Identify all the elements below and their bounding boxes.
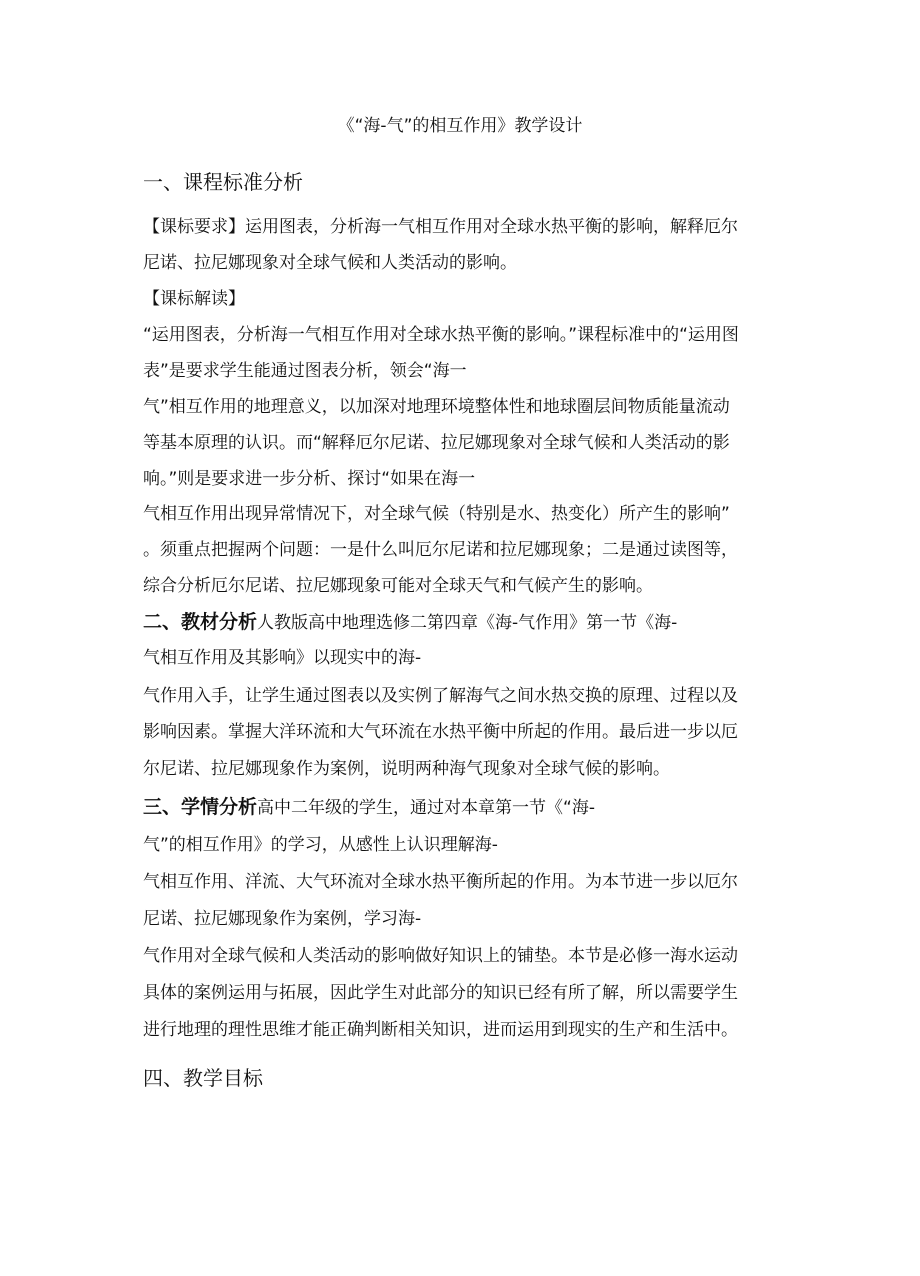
paragraph-line: 表”是要求学生能通过图表分析，领会“海一 [143, 361, 467, 381]
paragraph-line: 尼诺、拉尼娜现象对全球气候和人类活动的影响。 [143, 253, 517, 273]
paragraph-line: 气作用入手，让学生通过图表以及实例了解海气之间水热交换的原理、过程以及 [143, 686, 738, 706]
paragraph-line: 综合分析厄尔尼诺、拉尼娜现象可能对全球天气和气候产生的影响。 [143, 576, 653, 596]
paragraph-line: 尼诺、拉尼娜现象作为案例，学习海- [143, 909, 422, 929]
section-heading-curriculum-standard: 一、课程标准分析 [143, 170, 303, 194]
paragraph-line: 气相互作用出现异常情况下，对全球气候（特别是水、热变化）所产生的影响” [143, 504, 730, 524]
section3-first-line [143, 795, 793, 820]
paragraph-line: 气相互作用及其影响》以现实中的海- [143, 648, 422, 668]
paragraph-line: “运用图表，分析海一气相互作用对全球水热平衡的影响。”课程标准中的“运用图 [143, 325, 739, 345]
section2-first-line [143, 610, 793, 635]
paragraph-line: 气”的相互作用》的学习，从感性上认识理解海- [143, 835, 498, 855]
paragraph-line: 。须重点把握两个问题：一是什么叫厄尔尼诺和拉尼娜现象；二是通过读图等， [143, 540, 738, 560]
paragraph-label: 【课标解读】 [143, 289, 245, 309]
paragraph-line: 气”相互作用的地理意义，以加深对地理环境整体性和地球圈层间物质能量流动 [143, 397, 730, 417]
section-heading-learner-analysis: 三、学情分析 [143, 796, 258, 818]
paragraph-line: 【课标要求】运用图表，分析海一气相互作用对全球水热平衡的影响，解释厄尔 [143, 217, 738, 237]
paragraph-line: 尔尼诺、拉尼娜现象作为案例，说明两种海气现象对全球气候的影响。 [143, 759, 670, 779]
paragraph-line: 气作用对全球气候和人类活动的影响做好知识上的铺垫。本节是必修一海水运动 [143, 946, 738, 966]
paragraph-text: 人教版高中地理选修二第四章《海-气作用》第一节《海- [257, 613, 678, 633]
paragraph-line: 等基本原理的认识。而“解释厄尔尼诺、拉尼娜现象对全球气候和人类活动的影 [143, 433, 730, 453]
paragraph-text: 高中二年级的学生，通过对本章第一节《“海- [257, 798, 595, 818]
section-heading-teaching-objectives: 四、教学目标 [143, 1066, 263, 1090]
paragraph-line: 气相互作用、洋流、大气环流对全球水热平衡所起的作用。为本节进一步以厄尔 [143, 872, 738, 892]
paragraph-line: 响。”则是要求进一步分析、探讨“如果在海一 [143, 469, 476, 489]
document-title: 《“海-气”的相互作用》教学设计 [337, 116, 583, 136]
paragraph-line: 影响因素。掌握大洋环流和大气环流在水热平衡中所起的作用。最后进一步以厄 [143, 722, 738, 742]
section-heading-textbook-analysis: 二、教材分析 [143, 611, 258, 633]
paragraph-line: 具体的案例运用与拓展，因此学生对此部分的知识已经有所了解，所以需要学生 [143, 983, 738, 1003]
paragraph-line: 进行地理的理性思维才能正确判断相关知识，进而运用到现实的生产和生活中。 [143, 1020, 738, 1040]
